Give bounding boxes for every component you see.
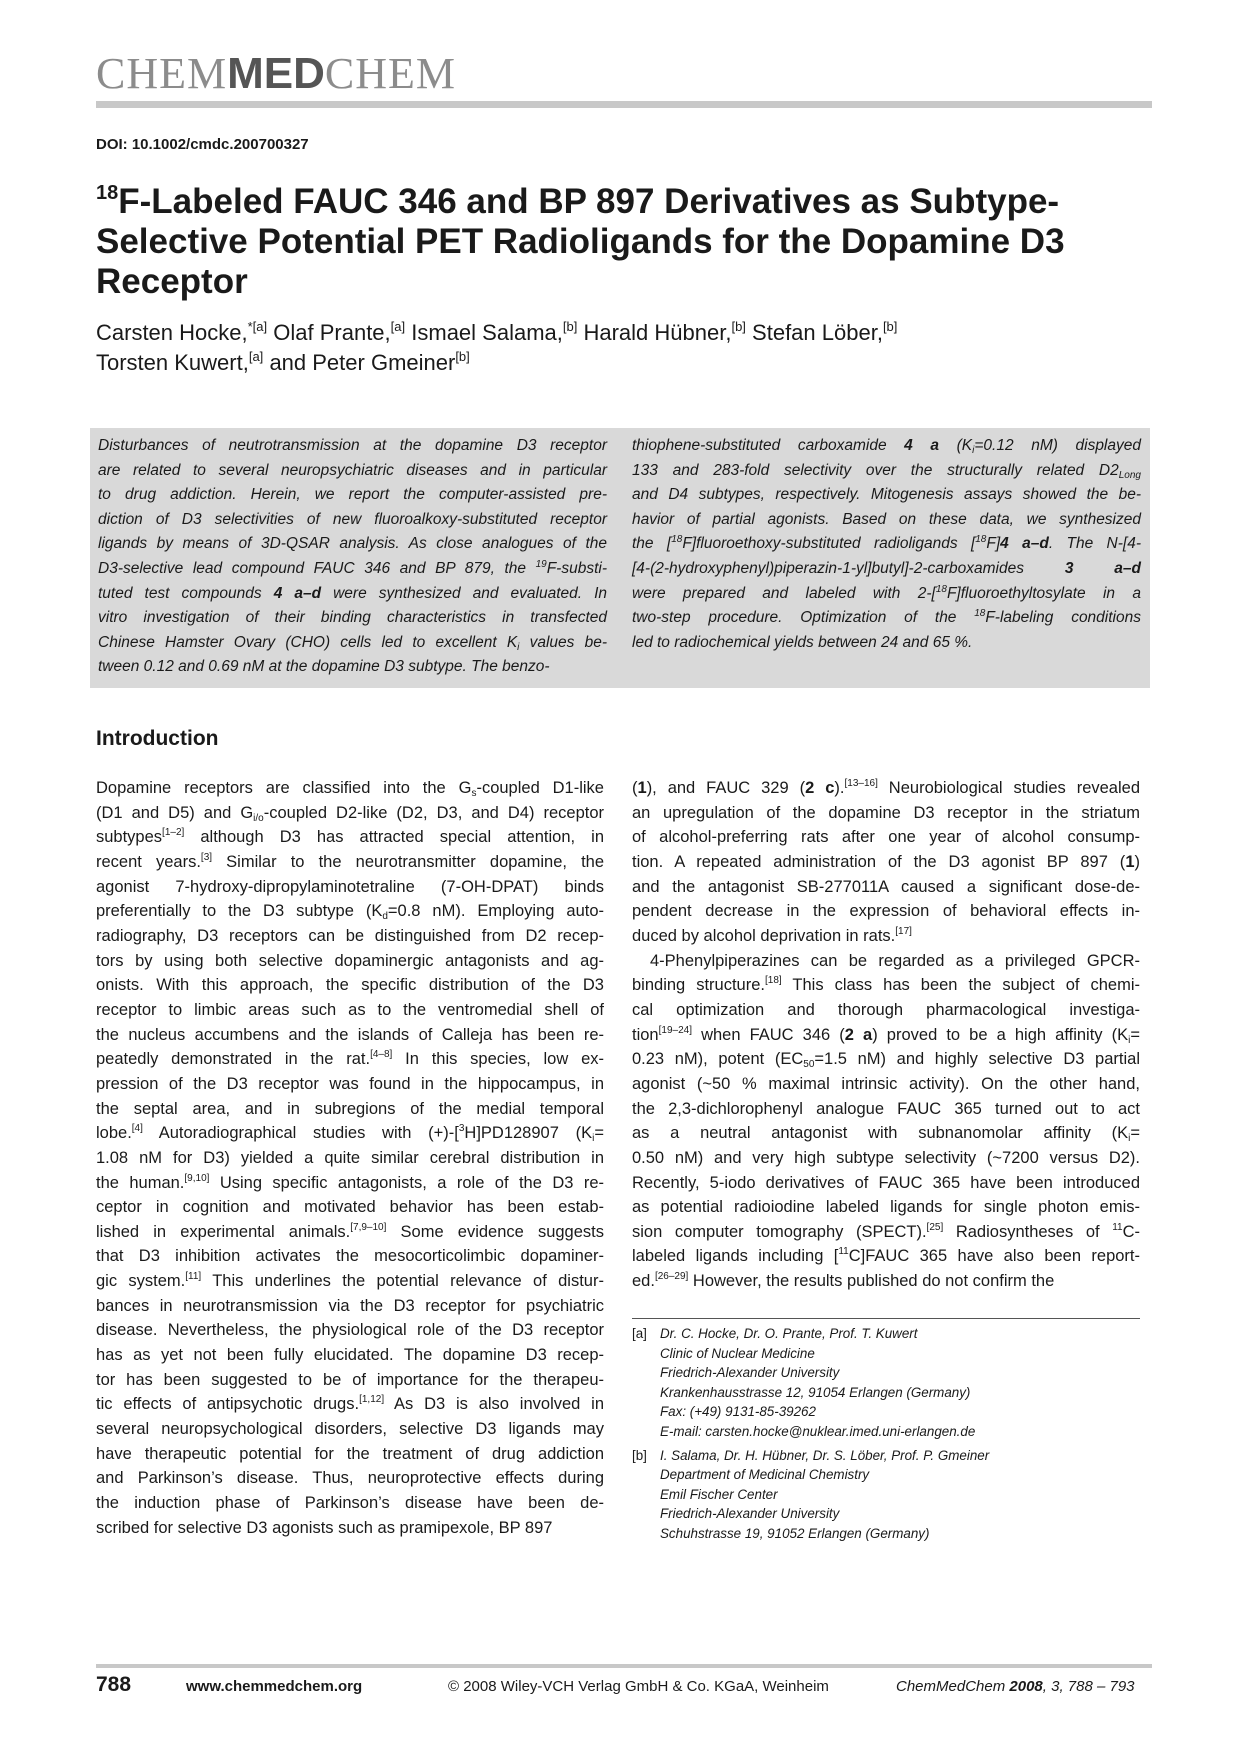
text-line: (1), and FAUC 329 (2 c).[13–16] Neurobiological studies revealed bbox=[632, 778, 1140, 797]
text-line: 0.23 nM), potent ($EC_{50}=1.5$ nM) and highly selective D3 partial bbox=[632, 1050, 1140, 1071]
text-line: are related to several neuropsychiatric diseases and in particular bbox=[98, 461, 607, 479]
affiliations-rule bbox=[632, 1318, 1140, 1319]
affiliation-b bbox=[632, 1446, 1140, 1544]
text-line: tic effects of antipsychotic drugs.[1,12] As D3 is also involved in bbox=[96, 1394, 604, 1414]
text-line: binding structure.[18] This class has been the subject of chemi- bbox=[632, 975, 1140, 995]
affiliation-line: Emil Fischer Center bbox=[660, 1486, 778, 1502]
text-line: tion[19–24] when FAUC 346 (2 a) proved to be a high affinity ($K_i=$ bbox=[632, 1024, 1141, 1046]
text-line: Disturbances of neutrotransmission at the dopamine D3 receptor bbox=[98, 437, 607, 454]
title-isotope-sup: 18 bbox=[96, 182, 119, 204]
text-line: to drug addiction. Herein, we report the computer-assisted pre- bbox=[98, 486, 607, 504]
text-line: the [$^{18}$F]fluoroethoxy-substituted radioligands [$^{18}$F]4 a–d. The N-[4- bbox=[632, 534, 1141, 553]
author-affiliation: [a] bbox=[248, 349, 264, 364]
affiliation-line: Department of Medicinal Chemistry bbox=[660, 1467, 870, 1483]
text-line: bances in neurotransmission via the D3 receptor for psychiatric bbox=[96, 1296, 604, 1315]
author-name: and Peter Gmeiner bbox=[269, 350, 456, 375]
text-line: 0.50 nM) and very high subtype selectivity (~7200 versus D2). bbox=[632, 1148, 1140, 1167]
text-line: tuted test compounds 4 a–d were synthesized and evaluated. In bbox=[98, 584, 608, 602]
text-line: ligands by means of 3D-QSAR analysis. As close analogues of the bbox=[98, 535, 607, 553]
author-affiliation: [a] bbox=[390, 319, 406, 334]
abstract-column-left bbox=[98, 434, 607, 680]
text-line: were prepared and labeled with 2-[$^{18}$F]fluoroethyltosylate in a bbox=[632, 583, 1141, 602]
text-line: vitro investigation of their binding characteristics in transfected bbox=[98, 609, 607, 627]
text-line: duced by alcohol deprivation in rats.[17] bbox=[632, 925, 912, 945]
text-line: peatedly demonstrated in the rat.[4–8] In this species, low ex- bbox=[96, 1049, 604, 1069]
text-line: preferentially to the D3 subtype ($K_d=0.8$ nM). Employing auto- bbox=[96, 902, 604, 923]
affiliation-line: Schuhstrasse 19, 91052 Erlangen (Germany) bbox=[660, 1525, 930, 1541]
logo-part-3: CHEM bbox=[324, 49, 457, 98]
affiliations bbox=[632, 1324, 1140, 1548]
text-line: lobe.[4] Autoradiographical studies with (+)-[$^3$H]PD128907 ($K_i=$ bbox=[96, 1123, 604, 1145]
text-line: tion. A repeated administration of the D3 agonist BP 897 (1) bbox=[632, 852, 1140, 871]
author-list bbox=[96, 318, 1156, 378]
text-line: the nucleus accumbens and the islands of Calleja has been re- bbox=[96, 1025, 604, 1044]
text-line: pression of the D3 receptor was found in the hippocampus, in bbox=[96, 1074, 604, 1093]
copyright: © 2008 Wiley-VCH Verlag GmbH & Co. KGaA, Weinheim bbox=[448, 1678, 829, 1695]
author-affiliation: *[a] bbox=[247, 319, 268, 334]
text-line: havior of partial agonists. Based on these data, we synthesized bbox=[632, 510, 1141, 528]
author-name: Torsten Kuwert, bbox=[96, 350, 249, 375]
title-line-1 bbox=[96, 182, 1156, 222]
affiliation-line: Fax: (+49) 9131-85-39262 bbox=[660, 1404, 816, 1420]
author-affiliation: [b] bbox=[731, 319, 746, 334]
affiliation-line: Friedrich-Alexander University bbox=[660, 1365, 840, 1381]
text-line: Recently, 5-iodo derivatives of FAUC 365 have been introduced bbox=[632, 1173, 1140, 1192]
author-affiliation: [b] bbox=[562, 319, 578, 334]
text-line: an upregulation of the dopamine D3 receptor in the striatum bbox=[632, 803, 1140, 822]
text-line: has as yet not been fully elucidated. The dopamine D3 recep- bbox=[96, 1346, 604, 1365]
text-line: and Parkinson’s disease. Thus, neuroprotective effects during bbox=[96, 1469, 604, 1488]
body-column-right bbox=[632, 776, 1140, 1294]
text-line: as a neutral antagonist with subnanomolar affinity ($K_i=$ bbox=[632, 1124, 1140, 1145]
text-line: the human.[9,10] Using specific antagonists, a role of the D3 re- bbox=[96, 1172, 604, 1192]
text-line: tween 0.12 and 0.69 nM at the dopamine D3 subtype. The benzo- bbox=[98, 658, 550, 676]
affiliation-line: Friedrich-Alexander University bbox=[660, 1506, 840, 1522]
affiliation-tag: [b] bbox=[632, 1447, 647, 1463]
citation bbox=[896, 1678, 1135, 1695]
text-line: diction of D3 selectivities of new fluoroalkoxy-substituted receptor bbox=[98, 510, 607, 528]
affiliation-tag: [a] bbox=[632, 1326, 647, 1341]
author-line-2 bbox=[96, 348, 1156, 378]
text-line: radiography, D3 receptors can be distinguished from D2 recep- bbox=[96, 926, 604, 945]
author-affiliation: [b] bbox=[455, 349, 470, 364]
text-line: the 2,3-dichlorophenyl analogue FAUC 365 turned out to act bbox=[632, 1099, 1140, 1118]
citation-volume-pages: , 3, 788 – 793 bbox=[1042, 1678, 1135, 1695]
affiliation-email[interactable]: E-mail: carsten.hocke@nuklear.imed.uni-erlangen.de bbox=[660, 1423, 976, 1439]
affiliation-a bbox=[632, 1324, 1140, 1442]
text-line: 1.08 nM for D3) yielded a quite similar cerebral distribution in bbox=[96, 1148, 604, 1167]
text-line: receptor to limbic areas such as to the ventromedial shell of bbox=[96, 1000, 604, 1019]
text-line: and the antagonist SB-277011A caused a significant dose-de- bbox=[632, 877, 1140, 896]
section-heading-introduction: Introduction bbox=[96, 727, 219, 750]
author-name: Stefan Löber, bbox=[752, 320, 883, 345]
text-line: onists. With this approach, the specific distribution of the D3 bbox=[96, 976, 604, 995]
citation-journal: ChemMedChem bbox=[896, 1678, 1006, 1695]
text-line: subtypes[1–2] although D3 has attracted special attention, in bbox=[96, 827, 604, 847]
text-line: of alcohol-preferring rats after one year of alcohol consump- bbox=[632, 828, 1140, 847]
text-line: pendent decrease in the expression of behavioral effects in- bbox=[632, 902, 1140, 921]
page-footer bbox=[0, 1673, 1240, 1706]
affiliation-line: Clinic of Nuclear Medicine bbox=[660, 1345, 815, 1361]
text-line: the septal area, and in subregions of the medial temporal bbox=[96, 1099, 604, 1118]
journal-logo bbox=[96, 49, 457, 98]
page-number: 788 bbox=[96, 1673, 132, 1696]
footer-rule bbox=[96, 1664, 1152, 1668]
text-line: cal optimization and thorough pharmacological investiga- bbox=[632, 1000, 1140, 1019]
text-line: Chinese Hamster Ovary (CHO) cells led to excellent $K_i$ values be- bbox=[98, 633, 607, 653]
text-line: have therapeutic potential for the treatment of drug addiction bbox=[96, 1444, 604, 1463]
affiliation-line: Krankenhausstrasse 12, 91054 Erlangen (Germany) bbox=[660, 1384, 971, 1400]
header-rule bbox=[96, 101, 1152, 108]
logo-part-1: CHEM bbox=[96, 49, 228, 98]
text-line: D3-selective lead compound FAUC 346 and BP 879, the $^{19}$F-substi- bbox=[98, 558, 607, 577]
text-line: disease. Nevertheless, the physiological role of the D3 receptor bbox=[96, 1321, 604, 1340]
text-line: several neuropsychological disorders, selective D3 ligands may bbox=[96, 1420, 604, 1439]
text-line: and D4 subtypes, respectively. Mitogenesis assays showed the be- bbox=[632, 486, 1141, 504]
body-column-left bbox=[96, 776, 604, 1540]
doi[interactable]: DOI: 10.1002/cmdc.200700327 bbox=[96, 136, 309, 153]
author-line-1 bbox=[96, 318, 1156, 348]
text-line: agonist (~50 % maximal intrinsic activity). On the other hand, bbox=[632, 1074, 1140, 1093]
text-line: [4-(2-hydroxyphenyl)piperazin-1-yl]butyl]-2-carboxamides 3 a–d bbox=[632, 559, 1141, 577]
text-line: labeled ligands including [$^{11}$C]FAUC 365 have also been report- bbox=[632, 1246, 1140, 1266]
text-line: the induction phase of Parkinson’s disease have been de- bbox=[96, 1494, 604, 1513]
text-line: two-step procedure. Optimization of the $^{18}$F-labeling conditions bbox=[632, 608, 1141, 627]
text-line: tor has been suggested to be of importance for the therapeu- bbox=[96, 1370, 604, 1389]
text-line: led to radiochemical yields between 24 and 65 %. bbox=[632, 633, 973, 651]
text-line: Dopamine receptors are classified into the $G_s$-coupled D1-like bbox=[96, 779, 604, 799]
abstract-column-right bbox=[632, 434, 1141, 655]
article-title bbox=[96, 182, 1156, 302]
author-name: Olaf Prante, bbox=[273, 320, 391, 345]
author-name: Ismael Salama, bbox=[411, 320, 563, 345]
text-line: ed.[26–29] However, the results published do not confirm the bbox=[632, 1271, 1055, 1291]
text-line: 4-Phenylpiperazines can be regarded as a privileged GPCR- bbox=[650, 951, 1140, 970]
text-line: that D3 inhibition activates the mesocorticolimbic dopaminer- bbox=[96, 1247, 604, 1266]
text-line: thiophene-substituted carboxamide 4 a ($K_i=0.12$ nM) displayed bbox=[632, 437, 1141, 456]
text-line: agonist 7-hydroxy-dipropylaminotetraline (7-OH-DPAT) binds bbox=[96, 877, 604, 896]
text-line: gic system.[11] This underlines the potential relevance of distur- bbox=[96, 1271, 604, 1291]
title-line-2: Selective Potential PET Radioligands for the Dopamine D3 bbox=[96, 222, 1065, 261]
journal-website-link[interactable]: www.chemmedchem.org bbox=[186, 1678, 363, 1695]
text-line: lished in experimental animals.[7,9–10] Some evidence suggests bbox=[96, 1221, 604, 1241]
title-line-3: Receptor bbox=[96, 262, 248, 301]
affiliation-line: Dr. C. Hocke, Dr. O. Prante, Prof. T. Kuwert bbox=[660, 1326, 918, 1341]
text-line: ceptor in cognition and motivated behavior has been estab- bbox=[96, 1198, 604, 1217]
affiliation-line: I. Salama, Dr. H. Hübner, Dr. S. Löber, Prof. P. Gmeiner bbox=[660, 1447, 990, 1463]
author-affiliation: [b] bbox=[882, 319, 898, 334]
text-line: 133 and 283-fold selectivity over the structurally related $D2_{Long}$ bbox=[632, 461, 1141, 481]
text-line: as potential radioiodine labeled ligands for single photon emis- bbox=[632, 1198, 1140, 1217]
text-line: tors by using both selective dopaminergic antagonists and ag- bbox=[96, 951, 604, 970]
text-line: sion computer tomography (SPECT).[25] Radiosyntheses of $^{11}$C- bbox=[632, 1221, 1140, 1241]
citation-year: 2008 bbox=[1009, 1678, 1043, 1695]
text-line: (D1 and D5) and $G_{i/o}$-coupled D2-like (D2, D3, and D4) receptor bbox=[96, 803, 605, 824]
text-line: recent years.[3] Similar to the neurotransmitter dopamine, the bbox=[96, 851, 605, 871]
author-name: Harald Hübner, bbox=[583, 320, 732, 345]
author-name: Carsten Hocke, bbox=[96, 320, 248, 345]
logo-part-2: MED bbox=[227, 49, 325, 98]
text-line: scribed for selective D3 agonists such as pramipexole, BP 897 bbox=[96, 1518, 553, 1537]
title-line-1-text: F-Labeled FAUC 346 and BP 897 Derivatives as Subtype- bbox=[118, 182, 1060, 221]
